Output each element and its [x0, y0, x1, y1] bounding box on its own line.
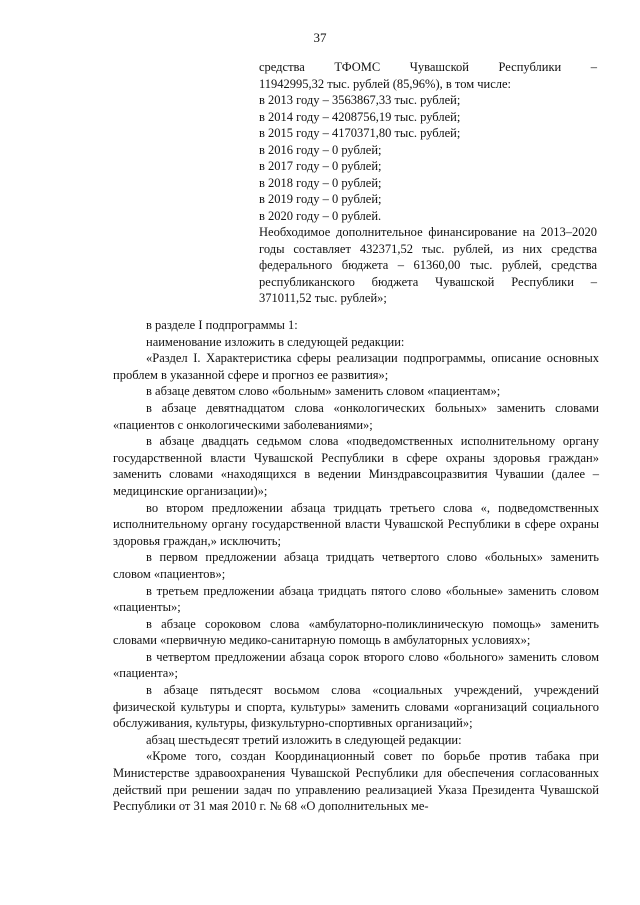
paragraph: абзац шестьдесят третий изложить в следующей редакции: — [146, 732, 462, 747]
year-line: в 2013 году – 3563867,33 тыс. рублей; — [259, 93, 461, 107]
paragraph: в абзаце двадцать седьмом слова «подведомственных исполнительному органу государственной власти Чувашской Республики в сфере охраны здоровья граждан» заменить словами «находящихся в ведении Минздравсоцразвития Чувашии (далее – медицинские организации)»; — [113, 434, 599, 498]
main-text — [113, 317, 599, 815]
year-line: в 2018 году – 0 рублей; — [259, 175, 382, 190]
year-line: в 2014 году – 4208756,19 тыс. рублей; — [259, 109, 461, 124]
paragraph: в абзаце сороковом слова «амбулаторно-поликлиническую помощь» заменить словами «первичную медико-санитарную помощь в амбулаторных условиях»; — [113, 616, 599, 648]
year-line: в 2016 году – 0 рублей; — [259, 142, 382, 157]
additional-financing: Необходимое дополнительное финансирование на 2013–2020 годы составляет 432371,52 тыс. рублей, из них средства федерального бюджета – 61360,00 тыс. рублей, средства республиканского бюджета Чувашской Республики – 371011,52 тыс. рублей»; — [259, 225, 597, 305]
financing-line: средства ТФОМС Чувашской Республики – — [259, 60, 597, 74]
paragraph: наименование изложить в следующей редакции: — [146, 334, 405, 349]
paragraph: «Раздел I. Характеристика сферы реализации подпрограммы, описание основных проблем в указанной сфере и прогноз ее развития»; — [113, 351, 599, 382]
financing-block — [259, 59, 597, 307]
paragraph: «Кроме того, создан Координационный совет по борьбе против табака при Министерстве здравоохранения Чувашской Республики для обеспечения согласованных действий при решении задач по управлению реализацией Указа Президента Чувашской Республики от 31 мая 2010 г. № 68 «О дополнительных ме- — [113, 749, 599, 814]
paragraph: во втором предложении абзаца тридцать третьего слова «, подведомственных исполнительному органу государственной власти Чувашской Республики в сфере охраны здоровья граждан,» исключить; — [113, 500, 599, 548]
paragraph: в первом предложении абзаца тридцать четвертого слово «больных» заменить словом «пациентов»; — [113, 550, 599, 581]
paragraph: в абзаце девятом слово «больным» заменить словом «пациентам»; — [146, 384, 501, 399]
paragraph: в четвертом предложении абзаца сорок второго слово «больного» заменить словом «пациента»; — [113, 649, 599, 681]
paragraph: в разделе I подпрограммы 1: — [146, 318, 298, 332]
year-line: в 2017 году – 0 рублей; — [259, 159, 382, 173]
financing-line: 11942995,32 тыс. рублей (85,96%), в том числе: — [259, 76, 512, 91]
year-line: в 2020 году – 0 рублей. — [259, 208, 382, 223]
page-number: 37 — [313, 30, 327, 45]
paragraph: в абзаце пятьдесят восьмом слова «социальных учреждений, учреждений физической культуры и спорта, культуры» заменить словами «организаций социального обслуживания, культуры, физкультурно-спортивных организаций»; — [113, 683, 599, 731]
year-line: в 2019 году – 0 рублей; — [259, 192, 382, 206]
paragraph: в абзаце девятнадцатом слова «онкологических больных» заменить словами «пациентов с онкологическими заболеваниями»; — [113, 400, 599, 432]
year-line: в 2015 году – 4170371,80 тыс. рублей; — [259, 126, 461, 140]
paragraph: в третьем предложении абзаца тридцать пятого слово «больные» заменить словом «пациенты»; — [113, 583, 599, 615]
